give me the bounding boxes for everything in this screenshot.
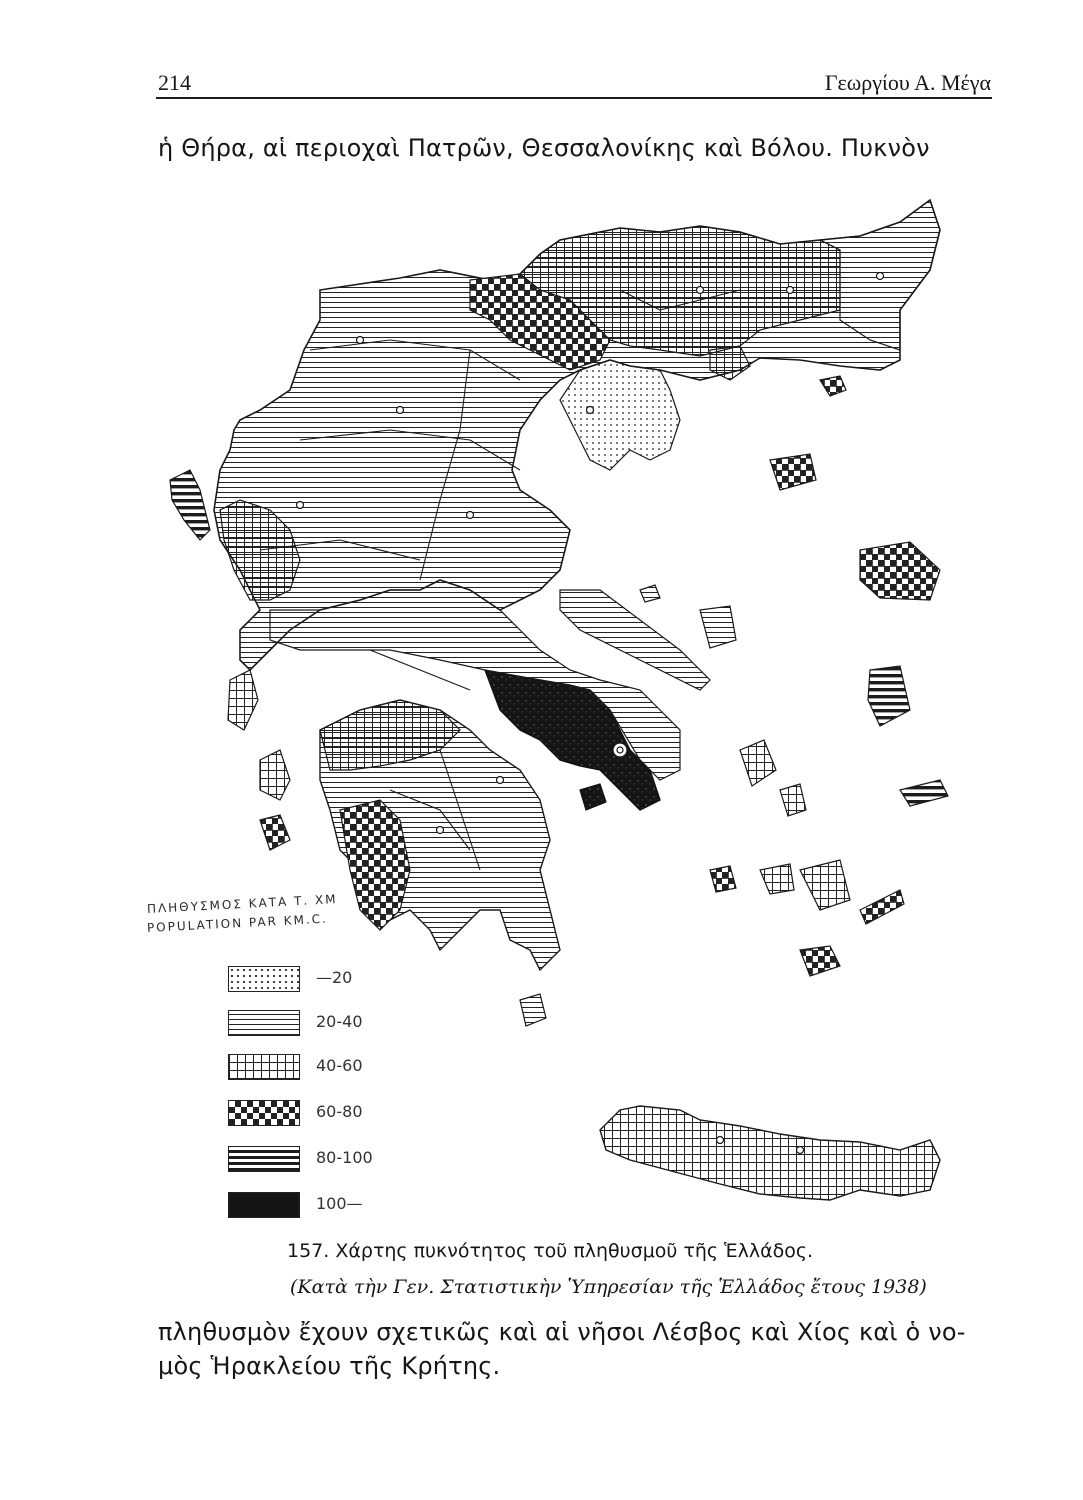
body-text-bottom-2: μὸς Ἡρακλείου τῆς Κρήτης. — [158, 1352, 501, 1380]
legend-label: —20 — [316, 968, 353, 987]
tinos-island — [780, 784, 806, 816]
legend-swatch-lines — [228, 1010, 300, 1036]
running-head: Γεωργίου Α. Μέγα — [824, 70, 991, 95]
legend-swatch-grid — [228, 1054, 300, 1080]
legend-title-french: POPULATION PAR KM.C. — [146, 911, 329, 935]
samos-island — [900, 780, 948, 806]
samothrace-island — [820, 376, 846, 396]
lesbos-island — [860, 542, 940, 600]
paros-island — [760, 864, 794, 894]
chios-island — [868, 666, 910, 726]
crete-island — [600, 1106, 940, 1200]
aegina-island — [580, 784, 606, 810]
header-rule — [156, 97, 992, 99]
legend-swatch-dots — [228, 966, 300, 992]
syros-island — [710, 866, 736, 892]
legend-label: 80-100 — [316, 1148, 373, 1167]
body-text-bottom-1: πληθυσμὸν ἔχουν σχετικῶς καὶ αἱ νῆσοι Λέσβος καὶ Χίος καὶ ὁ νο- — [158, 1318, 966, 1346]
body-text-top: ἡ Θήρα, αἱ περιοχαὶ Πατρῶν, Θεσσαλονίκης καὶ Βόλου. Πυκνὸν — [158, 134, 930, 162]
messenia-region — [340, 800, 410, 930]
kefalonia-island — [260, 750, 290, 800]
skiathos-island — [640, 585, 660, 602]
lefkada-island — [228, 670, 258, 730]
legend-label: 60-80 — [316, 1102, 363, 1121]
page-number: 214 — [158, 70, 191, 95]
legend-swatch-bands — [228, 1146, 300, 1172]
figure-source: (Κατὰ τὴν Γεν. Στατιστικὴν Ὑπηρεσίαν τῆς Ἑλλάδος ἔτους 1938) — [290, 1276, 927, 1298]
corfu-island — [170, 470, 210, 540]
amorgos-island — [860, 890, 904, 924]
zakynthos-island — [260, 815, 290, 850]
chalkidiki-region — [560, 360, 680, 470]
thera-island — [800, 946, 840, 976]
legend-label: 100— — [316, 1194, 363, 1213]
kythera-island — [520, 994, 546, 1026]
skyros-island — [700, 606, 736, 648]
legend-swatch-solid — [228, 1192, 300, 1218]
legend-label: 40-60 — [316, 1056, 363, 1075]
legend-label: 20-40 — [316, 1012, 363, 1031]
figure-caption: 157. Χάρτης πυκνότητος τοῦ πληθυσμοῦ τῆς Ἑλλάδος. — [287, 1240, 814, 1262]
andros-island — [740, 740, 776, 786]
lemnos-island — [770, 454, 816, 490]
legend-title-greek: ΠΛΗΘΥΣΜΟΣ ΚΑΤΑ Τ. ΧΜ — [146, 892, 338, 916]
naxos-island — [800, 860, 850, 910]
legend-swatch-checker — [228, 1100, 300, 1126]
